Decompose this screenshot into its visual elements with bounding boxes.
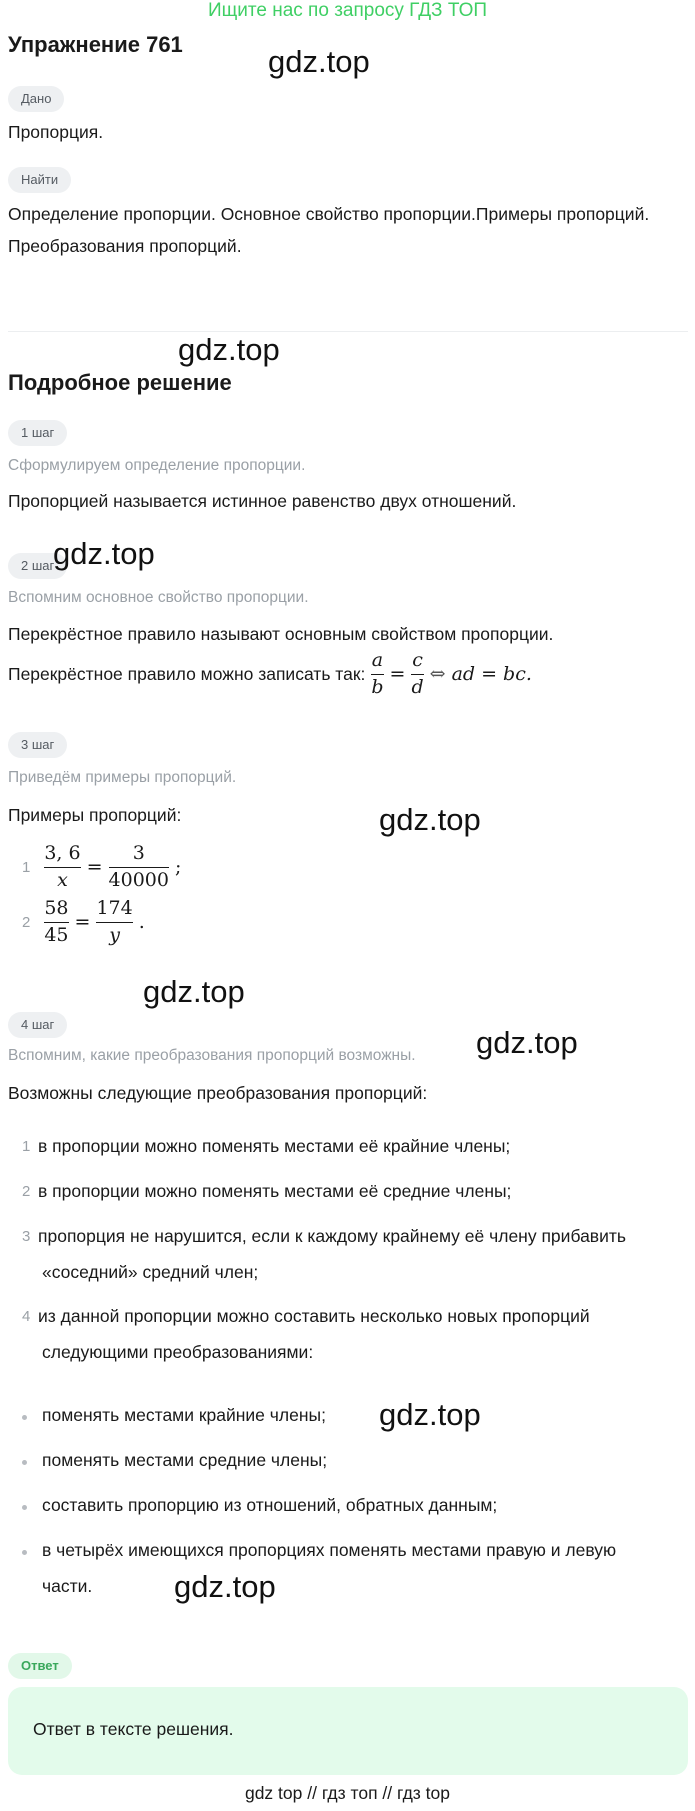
list-number: 4 [22, 1308, 31, 1325]
iff-sign: ⇔ [429, 663, 446, 686]
list-item-cont: «соседний» средний член; [42, 1262, 259, 1282]
fraction-a-b [371, 650, 383, 699]
list-number: 3 [22, 1228, 31, 1245]
equals-sign: = [86, 856, 103, 879]
bullet-icon [22, 1460, 27, 1465]
watermark: gdz.top [53, 536, 155, 571]
numerator: a [371, 649, 384, 671]
list-item: из данной пропорции можно составить несколько новых пропорций [38, 1306, 590, 1326]
step-4-hint: Вспомним, какие преобразования пропорций возможны. [8, 1047, 416, 1064]
step-4-badge: 4 шаг [8, 1012, 67, 1038]
step-2-hint: Вспомним основное свойство пропорции. [8, 589, 309, 606]
watermark: gdz.top [178, 332, 280, 367]
list-item: в пропорции можно поменять местами её крайние члены; [38, 1136, 511, 1156]
list-number: 2 [22, 913, 31, 931]
step-2-text-1: Перекрёстное правило называют основным свойством пропорции. [8, 624, 554, 644]
equals-sign: = [389, 663, 406, 686]
answer-text: Ответ в тексте решения. [33, 1719, 234, 1739]
step-3-badge: 3 шаг [8, 732, 67, 758]
find-text-2: Преобразования пропорций. [8, 236, 242, 256]
bullet-item: составить пропорцию из отношений, обратных данным; [42, 1495, 498, 1515]
denominator: 45 [44, 923, 69, 946]
watermark: gdz.top [143, 974, 245, 1009]
list-number: 1 [22, 1138, 31, 1155]
step-1-badge: 1 шаг [8, 420, 67, 446]
cross-rule-line [8, 650, 532, 699]
watermark: gdz.top [379, 1397, 481, 1432]
fraction-c-d [411, 650, 423, 699]
bullet-icon [22, 1550, 27, 1555]
watermark: gdz.top [379, 802, 481, 837]
formula-rhs: ad = bc. [451, 663, 532, 686]
equals-sign: = [74, 911, 91, 934]
fraction [96, 898, 132, 947]
list-number: 1 [22, 858, 31, 876]
numerator: 3 [132, 842, 145, 864]
fraction [109, 843, 169, 892]
fraction [44, 898, 68, 947]
denominator: x [57, 868, 68, 891]
cross-rule-formula [371, 650, 532, 699]
list-item-cont: следующими преобразованиями: [42, 1342, 314, 1362]
numerator: 174 [96, 897, 133, 919]
watermark: gdz.top [268, 44, 370, 79]
step-4-text: Возможны следующие преобразования пропорций: [8, 1083, 428, 1103]
given-badge: Дано [8, 86, 64, 112]
bullet-item-cont: части. [42, 1576, 93, 1596]
step-1-hint: Сформулируем определение пропорции. [8, 457, 306, 474]
denominator: d [411, 675, 424, 698]
bullet-item: поменять местами крайние члены; [42, 1405, 326, 1425]
denominator: 40000 [108, 868, 169, 891]
punctuation: ; [174, 856, 182, 879]
denominator: b [371, 675, 384, 698]
section-divider [8, 331, 688, 332]
step-1-text: Пропорцией называется истинное равенство двух отношений. [8, 491, 517, 511]
given-text: Пропорция. [8, 122, 104, 142]
list-item: пропорция не нарушится, если к каждому крайнему её члену прибавить [38, 1226, 627, 1246]
bullet-icon [22, 1415, 27, 1420]
numerator: 3, 6 [44, 842, 81, 864]
watermark: gdz.top [174, 1569, 276, 1604]
solution-title: Подробное решение [8, 370, 232, 395]
numerator: c [412, 649, 423, 671]
page-title: Упражнение 761 [8, 32, 183, 57]
watermark: gdz.top [476, 1025, 578, 1060]
footer-links[interactable]: gdz top // гдз топ // гдз top [244, 1783, 451, 1803]
list-item: в пропорции можно поменять местами её средние члены; [38, 1181, 512, 1201]
search-banner[interactable]: Ищите нас по запросу ГДЗ ТОП [207, 0, 488, 21]
step-2-text-2: Перекрёстное правило можно записать так: [8, 663, 366, 684]
bullet-item: поменять местами средние члены; [42, 1450, 328, 1470]
find-badge: Найти [8, 167, 71, 193]
example-1 [22, 843, 181, 892]
bullet-item: в четырёх имеющихся пропорциях поменять местами правую и левую [42, 1540, 617, 1560]
list-number: 2 [22, 1183, 31, 1200]
fraction [44, 843, 80, 892]
punctuation: . [138, 911, 145, 934]
example-2 [22, 898, 145, 947]
find-text-1: Определение пропорции. Основное свойство пропорции.Примеры пропорций. [8, 204, 650, 224]
denominator: y [109, 923, 120, 946]
answer-badge: Ответ [8, 1653, 72, 1679]
step-3-text: Примеры пропорций: [8, 805, 182, 825]
step-3-hint: Приведём примеры пропорций. [8, 769, 237, 786]
bullet-icon [22, 1505, 27, 1510]
step-2-badge: 2 шаг [8, 553, 67, 579]
numerator: 58 [44, 897, 69, 919]
